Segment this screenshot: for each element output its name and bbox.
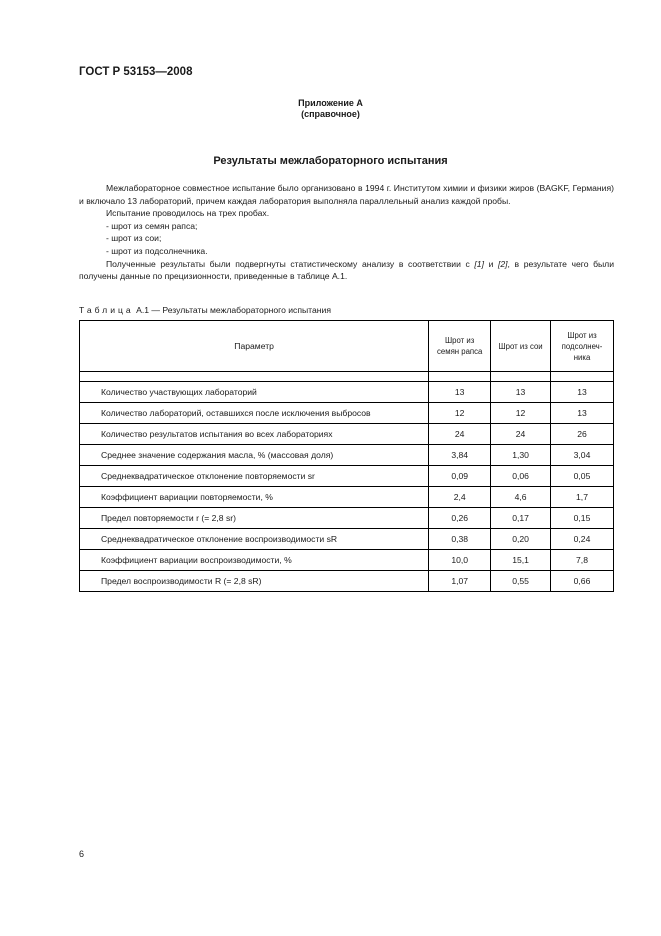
parameter-cell: Количество результатов испытания во всех лабораториях xyxy=(80,424,429,445)
table-row xyxy=(80,445,614,466)
value-cell: 13 xyxy=(491,382,551,403)
parameter-cell: Коэффициент вариации повторяемости, % xyxy=(80,487,429,508)
sample-item: - шрот из сои; xyxy=(106,233,162,244)
table-row xyxy=(80,403,614,424)
table-header-row xyxy=(80,321,614,372)
paragraph-results-part: , в результате чего были получены данные по прецизионности, приведенные в таблице А.1. xyxy=(79,258,614,282)
paragraph-results xyxy=(79,258,614,283)
value-cell: 0,66 xyxy=(551,571,614,592)
value-cell: 3,84 xyxy=(429,445,491,466)
value-cell: 0,17 xyxy=(491,508,551,529)
table-row xyxy=(80,508,614,529)
value-cell: 3,04 xyxy=(551,445,614,466)
header-cell: Шрот из подсолнеч-ника xyxy=(551,321,614,372)
table-caption-label: Таблица xyxy=(79,305,134,315)
paragraph-intro: Межлабораторное совместное испытание было организовано в 1994 г. Институтом химии и физики жиров (BAGKF, Германия) и включало 13 лабораторий, причем каждая лаборатория выполняла параллельный анализ каждой пробы. xyxy=(79,183,614,206)
value-cell: 13 xyxy=(551,382,614,403)
paragraph-results-part: и xyxy=(483,258,498,269)
header-cell: Параметр xyxy=(80,321,429,372)
value-cell: 0,05 xyxy=(551,466,614,487)
paragraph-samples: Испытание проводилось на трех пробах. xyxy=(106,208,270,219)
value-cell: 12 xyxy=(429,403,491,424)
table-row xyxy=(80,487,614,508)
annex-status: (справочное) xyxy=(301,109,360,119)
value-cell: 26 xyxy=(551,424,614,445)
header-cell: Шрот из семян рапса xyxy=(429,321,491,372)
parameter-cell: Предел воспроизводимости R (= 2,8 sR) xyxy=(80,571,429,592)
document-code: ГОСТ Р 53153—2008 xyxy=(79,66,193,78)
value-cell: 0,06 xyxy=(491,466,551,487)
reference-link[interactable]: [1] xyxy=(474,258,484,269)
value-cell: 1,30 xyxy=(491,445,551,466)
header-cell: Шрот из сои xyxy=(491,321,551,372)
value-cell: 2,4 xyxy=(429,487,491,508)
value-cell: 24 xyxy=(491,424,551,445)
parameter-cell: Количество лабораторий, оставшихся после исключения выбросов xyxy=(80,403,429,424)
value-cell: 0,09 xyxy=(429,466,491,487)
table-caption xyxy=(79,305,331,315)
paragraph-results-part: Полученные результаты были подвергнуты статистическому анализу в соответствии с xyxy=(106,258,475,269)
parameter-cell: Среднеквадратическое отклонение воспроизводимости sR xyxy=(80,529,429,550)
value-cell: 0,24 xyxy=(551,529,614,550)
page-number: 6 xyxy=(79,849,85,859)
body-text xyxy=(79,182,614,283)
parameter-cell: Коэффициент вариации воспроизводимости, % xyxy=(80,550,429,571)
table-row xyxy=(80,382,614,403)
sample-item: - шрот из семян рапса; xyxy=(106,220,198,231)
value-cell: 0,38 xyxy=(429,529,491,550)
parameter-cell: Предел повторяемости r (= 2,8 sr) xyxy=(80,508,429,529)
value-cell: 0,15 xyxy=(551,508,614,529)
table-row xyxy=(80,424,614,445)
value-cell: 24 xyxy=(429,424,491,445)
value-cell: 7,8 xyxy=(551,550,614,571)
table-row xyxy=(80,550,614,571)
section-title: Результаты межлабораторного испытания xyxy=(213,155,448,167)
table-row xyxy=(80,466,614,487)
value-cell: 0,55 xyxy=(491,571,551,592)
value-cell: 1,7 xyxy=(551,487,614,508)
table-caption-text: А.1 — Результаты межлабораторного испытания xyxy=(136,305,331,315)
parameter-cell: Количество участвующих лабораторий xyxy=(80,382,429,403)
table-row xyxy=(80,571,614,592)
value-cell: 15,1 xyxy=(491,550,551,571)
value-cell: 0,20 xyxy=(491,529,551,550)
value-cell: 4,6 xyxy=(491,487,551,508)
value-cell: 13 xyxy=(429,382,491,403)
parameter-cell: Среднеквадратическое отклонение повторяемости sr xyxy=(80,466,429,487)
value-cell: 13 xyxy=(551,403,614,424)
reference-link[interactable]: [2] xyxy=(497,258,508,269)
results-table xyxy=(79,320,614,592)
value-cell: 10,0 xyxy=(429,550,491,571)
value-cell: 1,07 xyxy=(429,571,491,592)
table-body xyxy=(80,382,614,592)
value-cell: 12 xyxy=(491,403,551,424)
sample-item: - шрот из подсолнечника. xyxy=(106,245,208,256)
annex-title: Приложение А xyxy=(298,98,363,108)
table-spacer-row xyxy=(80,372,614,382)
table-row xyxy=(80,529,614,550)
value-cell: 0,26 xyxy=(429,508,491,529)
parameter-cell: Среднее значение содержания масла, % (массовая доля) xyxy=(80,445,429,466)
annex-heading xyxy=(0,98,661,120)
